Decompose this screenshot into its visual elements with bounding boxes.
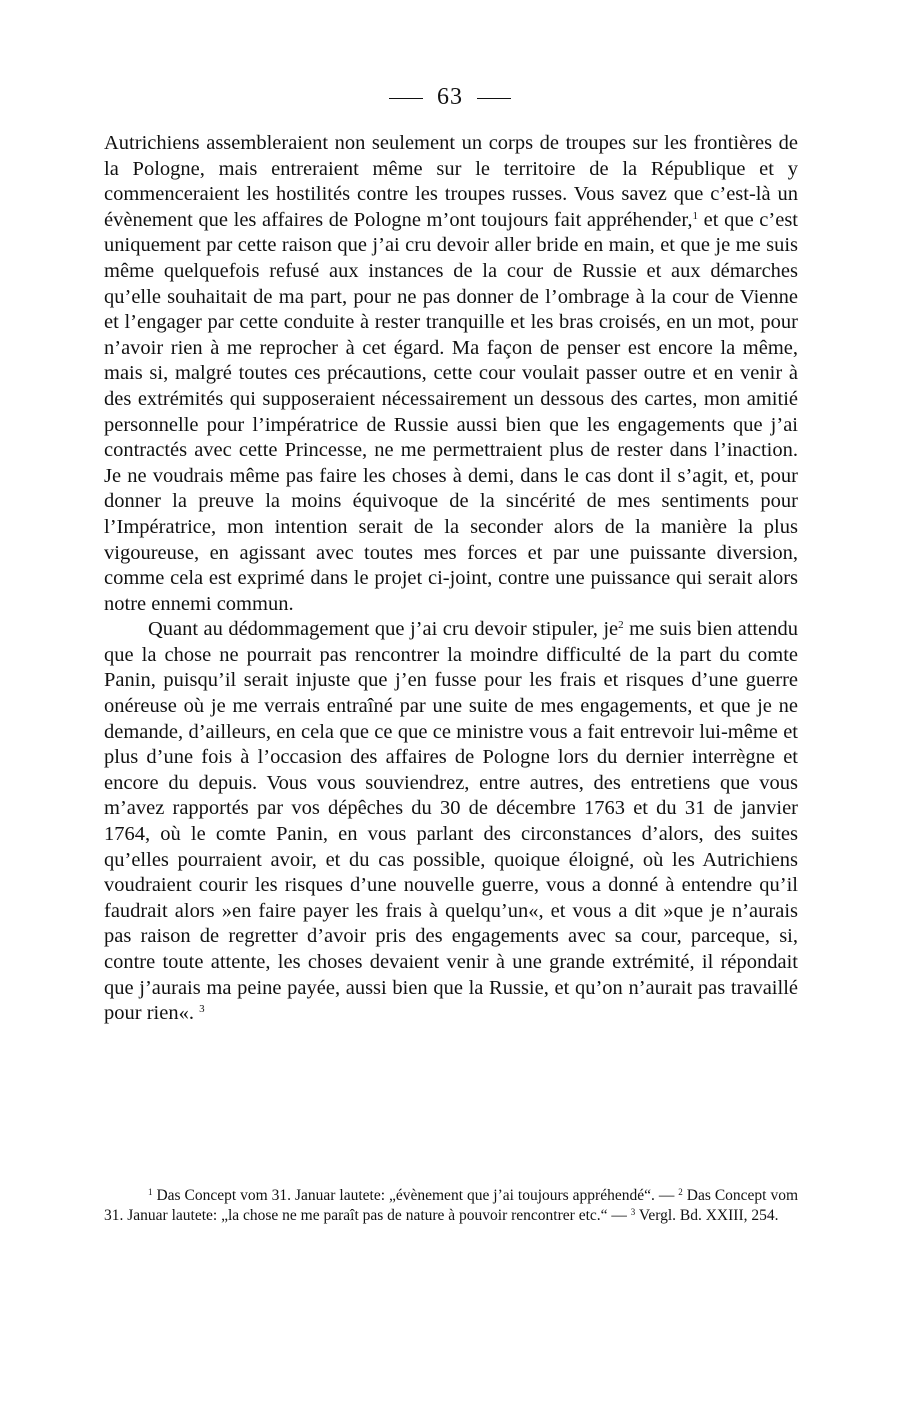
page-number: 63 xyxy=(437,84,463,110)
footnote-1-text: Das Concept vom 31. Januar lautete: „évènement que j’ai toujours appréhendé“. — xyxy=(152,1187,679,1204)
footnote-3-mark: 3 xyxy=(630,1207,636,1217)
paragraph-2-part-2: me suis bien attendu que la chose ne pourrait pas rencontrer la moindre difficulté de la part du comte Panin, puisqu’il serait injuste que j’en fusse pour les frais et risques d’une guerre onéreuse où je me verrais entraîné par une suite de mes engagements, et que je ne demande, d’ailleurs, en cela que ce que ce ministre vous a fait entrevoir lui-même et plus d’une fois à l’occasion des affaires de Pologne lors du dernier interrègne et encore du depuis. Vous vous souviendrez, entre autres, des entretiens que vous m’avez rapportés par vos dépêches du 30 de décembre 1763 et du 31 de janvier 1764, où le comte Panin, en vous parlant des circonstances d’alors, des suites qu’elles pourraient avoir, et du cas possible, quoique éloigné, où les Autrichiens voudraient courir les risques d’une nouvelle guerre, vous a donné à entendre qu’il faudrait alors »en faire payer les frais à quelqu’un«, et vous a dit »que je n’aurais pas raison de regretter d’avoir pris des engagements avec sa cour, parceque, si, contre toute attente, les choses devaient venir à une grande extrémité, il répondait que j’aurais ma peine payée, aussi bien que la Russie, et qu’on n’aurait pas travaillé pour rien«. xyxy=(104,618,798,1025)
header-dash-left xyxy=(389,98,423,99)
paragraph-1-part-2: et que c’est uniquement par cette raison que j’ai cru devoir aller bride en main, et que je me suis même quelquefois refusé aux instances de la cour de Russie et aux démarches qu’elle souhaitait de ma part, pour ne pas donner de l’ombrage à la cour de Vienne et l’engager par cette conduite à rester tranquille et les bras croisés, en un mot, pour n’avoir rien à me reprocher à cet égard. Ma façon de penser est encore la même, mais si, malgré toutes ces précautions, cette cour voulait passer outre et en venir à des extrémités qui supposeraient nécessairement un dessous des cartes, mon amitié personnelle pour l’impératrice de Russie aussi bien que les engagements que j’ai contractés avec cette Princesse, ne me permettraient plus de rester dans l’inaction. Je ne voudrais même pas faire les choses à demi, dans le cas dont il s’agit, et, pour donner la preuve la moins équivoque de la sincérité de mes sentiments pour l’Impératrice, mon intention serait de la seconder alors de la manière la plus vigoureuse, en agissant avec toutes mes forces et par une puissante diversion, comme cela est exprimé dans le projet ci-joint, contre une puissance qui serait alors notre ennemi commun. xyxy=(104,208,798,615)
paragraph-2 xyxy=(104,617,798,1027)
footnote-ref-3: 3 xyxy=(199,1003,205,1016)
paragraph-1-part-1: Autrichiens assembleraient non seulement un corps de troupes sur les frontières de la Pologne, mais entreraient même sur le territoire de la République et y commenceraient les hostilités contre les troupes russes. Vous savez que c’est-là un évènement que les affaires de Pologne m’ont toujours fait appréhender, xyxy=(104,132,798,231)
footnote-2-mark: 2 xyxy=(678,1187,683,1197)
footnotes xyxy=(104,1186,798,1226)
footnote-1-mark: 1 xyxy=(148,1187,153,1197)
paragraph-1 xyxy=(104,131,798,617)
page-header xyxy=(0,84,900,111)
footnote-3-text: Vergl. Bd. XXIII, 254. xyxy=(635,1207,779,1224)
footnote-ref-1: 1 xyxy=(692,209,699,222)
footnote-ref-2: 2 xyxy=(618,619,624,632)
header-dash-right xyxy=(477,98,511,99)
paragraph-2-part-1: Quant au dédommagement que j’ai cru devoir stipuler, je xyxy=(148,618,619,641)
footnote-block xyxy=(104,1186,798,1226)
footnote-2-text: Das Concept vom 31. Januar lautete: „la chose ne me paraît pas de nature à pouvoir rencontrer etc.“ — xyxy=(104,1187,798,1224)
main-text xyxy=(104,131,798,1027)
